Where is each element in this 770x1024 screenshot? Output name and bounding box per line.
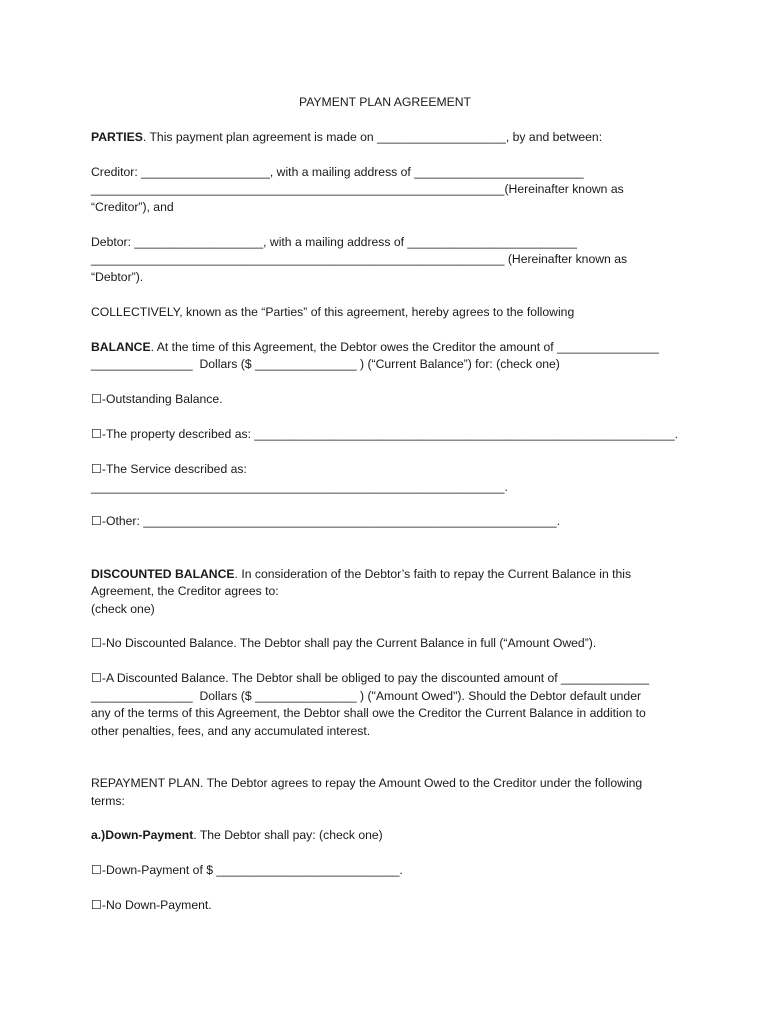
debtor-line-2: _____________________________________________________________ (Hereinafter known as: [91, 252, 628, 266]
parties-text: . This payment plan agreement is made on ___________________, by and between:: [142, 130, 603, 144]
option-property[interactable]: ☐-The property described as: ______________________________________________________________.: [91, 427, 678, 441]
option-down-payment[interactable]: ☐-Down-Payment of $ ___________________________.: [91, 863, 403, 877]
collectively-paragraph: COLLECTIVELY, known as the “Parties” of this agreement, hereby agrees to the following: [91, 305, 575, 319]
option-discount[interactable]: ☐-A Discounted Balance. The Debtor shall be obliged to pay the discounted amount of _____________: [91, 671, 650, 685]
option-outstanding-balance[interactable]: ☐-Outstanding Balance.: [91, 392, 223, 406]
option-other[interactable]: ☐-Other: _____________________________________________________________.: [91, 514, 561, 528]
discounted-line-2: Agreement, the Creditor agrees to:: [91, 584, 279, 598]
balance-line-1: [91, 339, 659, 355]
option-service[interactable]: ☐-The Service described as:: [91, 462, 247, 476]
option-service-blank: _____________________________________________________________.: [91, 480, 508, 494]
discounted-line-3: (check one): [91, 602, 155, 616]
down-payment-text: . The Debtor shall pay: (check one): [193, 828, 383, 842]
option-no-down-payment[interactable]: ☐-No Down-Payment.: [91, 898, 212, 912]
creditor-line-2: _____________________________________________________________(Hereinafter known as: [91, 182, 624, 196]
balance-line-2: _______________ Dollars ($ _______________ ) (“Current Balance”) for: (check one): [91, 357, 560, 371]
document-title: PAYMENT PLAN AGREEMENT: [298, 95, 471, 109]
balance-heading: BALANCE: [91, 340, 151, 354]
parties-paragraph: [91, 129, 602, 145]
discount-line-3: any of the terms of this Agreement, the Debtor shall owe the Creditor the Current Balance in addition to: [91, 706, 646, 720]
repayment-line-2: terms:: [91, 794, 125, 808]
balance-text: . At the time of this Agreement, the Debtor owes the Creditor the amount of _______________: [150, 340, 659, 354]
repayment-line-1: REPAYMENT PLAN. The Debtor agrees to repay the Amount Owed to the Creditor under the following: [91, 776, 643, 790]
discounted-text: . In consideration of the Debtor’s faith to repay the Current Balance in this: [234, 567, 632, 581]
option-no-discount[interactable]: ☐-No Discounted Balance. The Debtor shall pay the Current Balance in full (“Amount Owed”).: [91, 636, 597, 650]
debtor-line-3: “Debtor”).: [91, 270, 144, 284]
debtor-line-1: Debtor: ___________________, with a mailing address of _________________________: [91, 235, 577, 249]
discounted-line-1: [91, 566, 631, 582]
creditor-line-3: “Creditor”), and: [91, 200, 174, 214]
discount-line-2: _______________ Dollars ($ _______________ ) ("Amount Owed"). Should the Debtor default under: [91, 689, 642, 703]
creditor-line-1: Creditor: ___________________, with a mailing address of _________________________: [91, 165, 584, 179]
discount-line-4: other penalties, fees, and any accumulated interest.: [91, 724, 371, 738]
discounted-heading: DISCOUNTED BALANCE: [91, 567, 235, 581]
parties-heading: PARTIES: [91, 130, 143, 144]
down-payment-paragraph: [91, 827, 383, 843]
down-payment-heading: a.)Down-Payment: [91, 828, 194, 842]
